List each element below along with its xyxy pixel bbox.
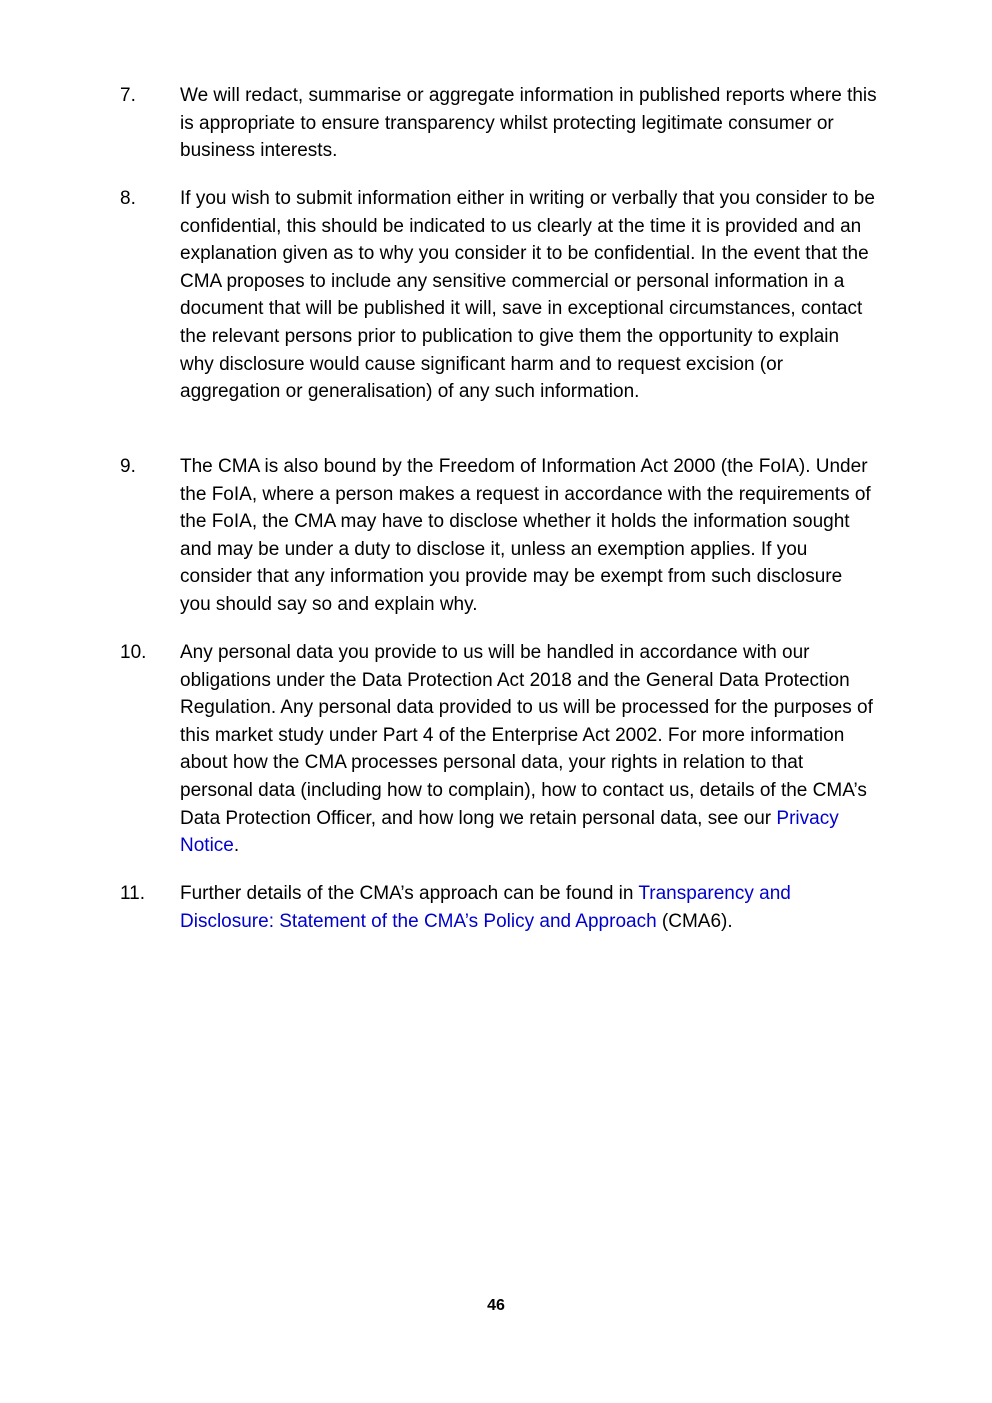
- paragraph-text: [180, 880, 878, 935]
- paragraph-number: 8.: [120, 188, 136, 209]
- transparency-disclosure-link[interactable]: Transparency and Disclosure: Statement of the CMA’s Policy and Approach: [180, 883, 791, 932]
- page-number: 46: [487, 1297, 505, 1314]
- paragraph-text-after-link: .: [233, 835, 240, 857]
- paragraph-number: 10.: [120, 642, 147, 663]
- privacy-notice-link[interactable]: Privacy Notice: [180, 807, 839, 857]
- paragraph-text: We will redact, summarise or aggregate information in published reports where this is appropriate to ensure transparency whilst protecting legitimate consumer or business interests.: [180, 85, 877, 162]
- paragraph-text: If you wish to submit information either in writing or verbally that you consider to be confidential, this should be indicated to us clearly at the time it is provided and an explanation given as to why you consider it to be confidential. In the event that the CMA proposes to include any sensitive commercial or personal information in a document that will be published it will, save in exceptional circumstances, contact the relevant persons prior to publication to give them the opportunity to explain why disclosure would cause significant harm and to request excision (or aggregation or generalisation) of any such information.: [180, 188, 875, 403]
- paragraph-number: 7.: [120, 85, 136, 106]
- paragraph-text-after-link: (CMA6).: [656, 910, 733, 932]
- paragraph-number: 11.: [120, 883, 146, 904]
- paragraph-text: [180, 639, 878, 860]
- paragraph-7: [120, 82, 880, 165]
- paragraph-text-before-link: Further details of the CMA’s approach can be found in: [180, 883, 639, 904]
- paragraph-8: [120, 185, 880, 406]
- paragraph-9: [120, 453, 880, 619]
- paragraph-number: 9.: [120, 456, 136, 477]
- paragraph-10: [120, 639, 880, 860]
- paragraph-11: [120, 880, 880, 935]
- paragraph-text-before-link: Any personal data you provide to us will be handled in accordance with our obligations under the Data Protection Act 2018 and the General Data Protection Regulation. Any personal data provided to us will be processed for the purposes of this market study under Part 4 of the Enterprise Act 2002. For more information about how the CMA processes personal data, your rights in relation to that personal data (including how to complain), how to contact us, details of the CMA’s Data Protection Officer, and how long we retain personal data, see our: [180, 642, 873, 829]
- paragraph-text: The CMA is also bound by the Freedom of Information Act 2000 (the FoIA). Under the FoIA, where a person makes a request in accordance with the requirements of the FoIA, the CMA may have to disclose whether it holds the information sought and may be under a duty to disclose it, unless an exemption applies. If you consider that any information you provide may be exempt from such disclosure you should say so and explain why.: [180, 456, 871, 615]
